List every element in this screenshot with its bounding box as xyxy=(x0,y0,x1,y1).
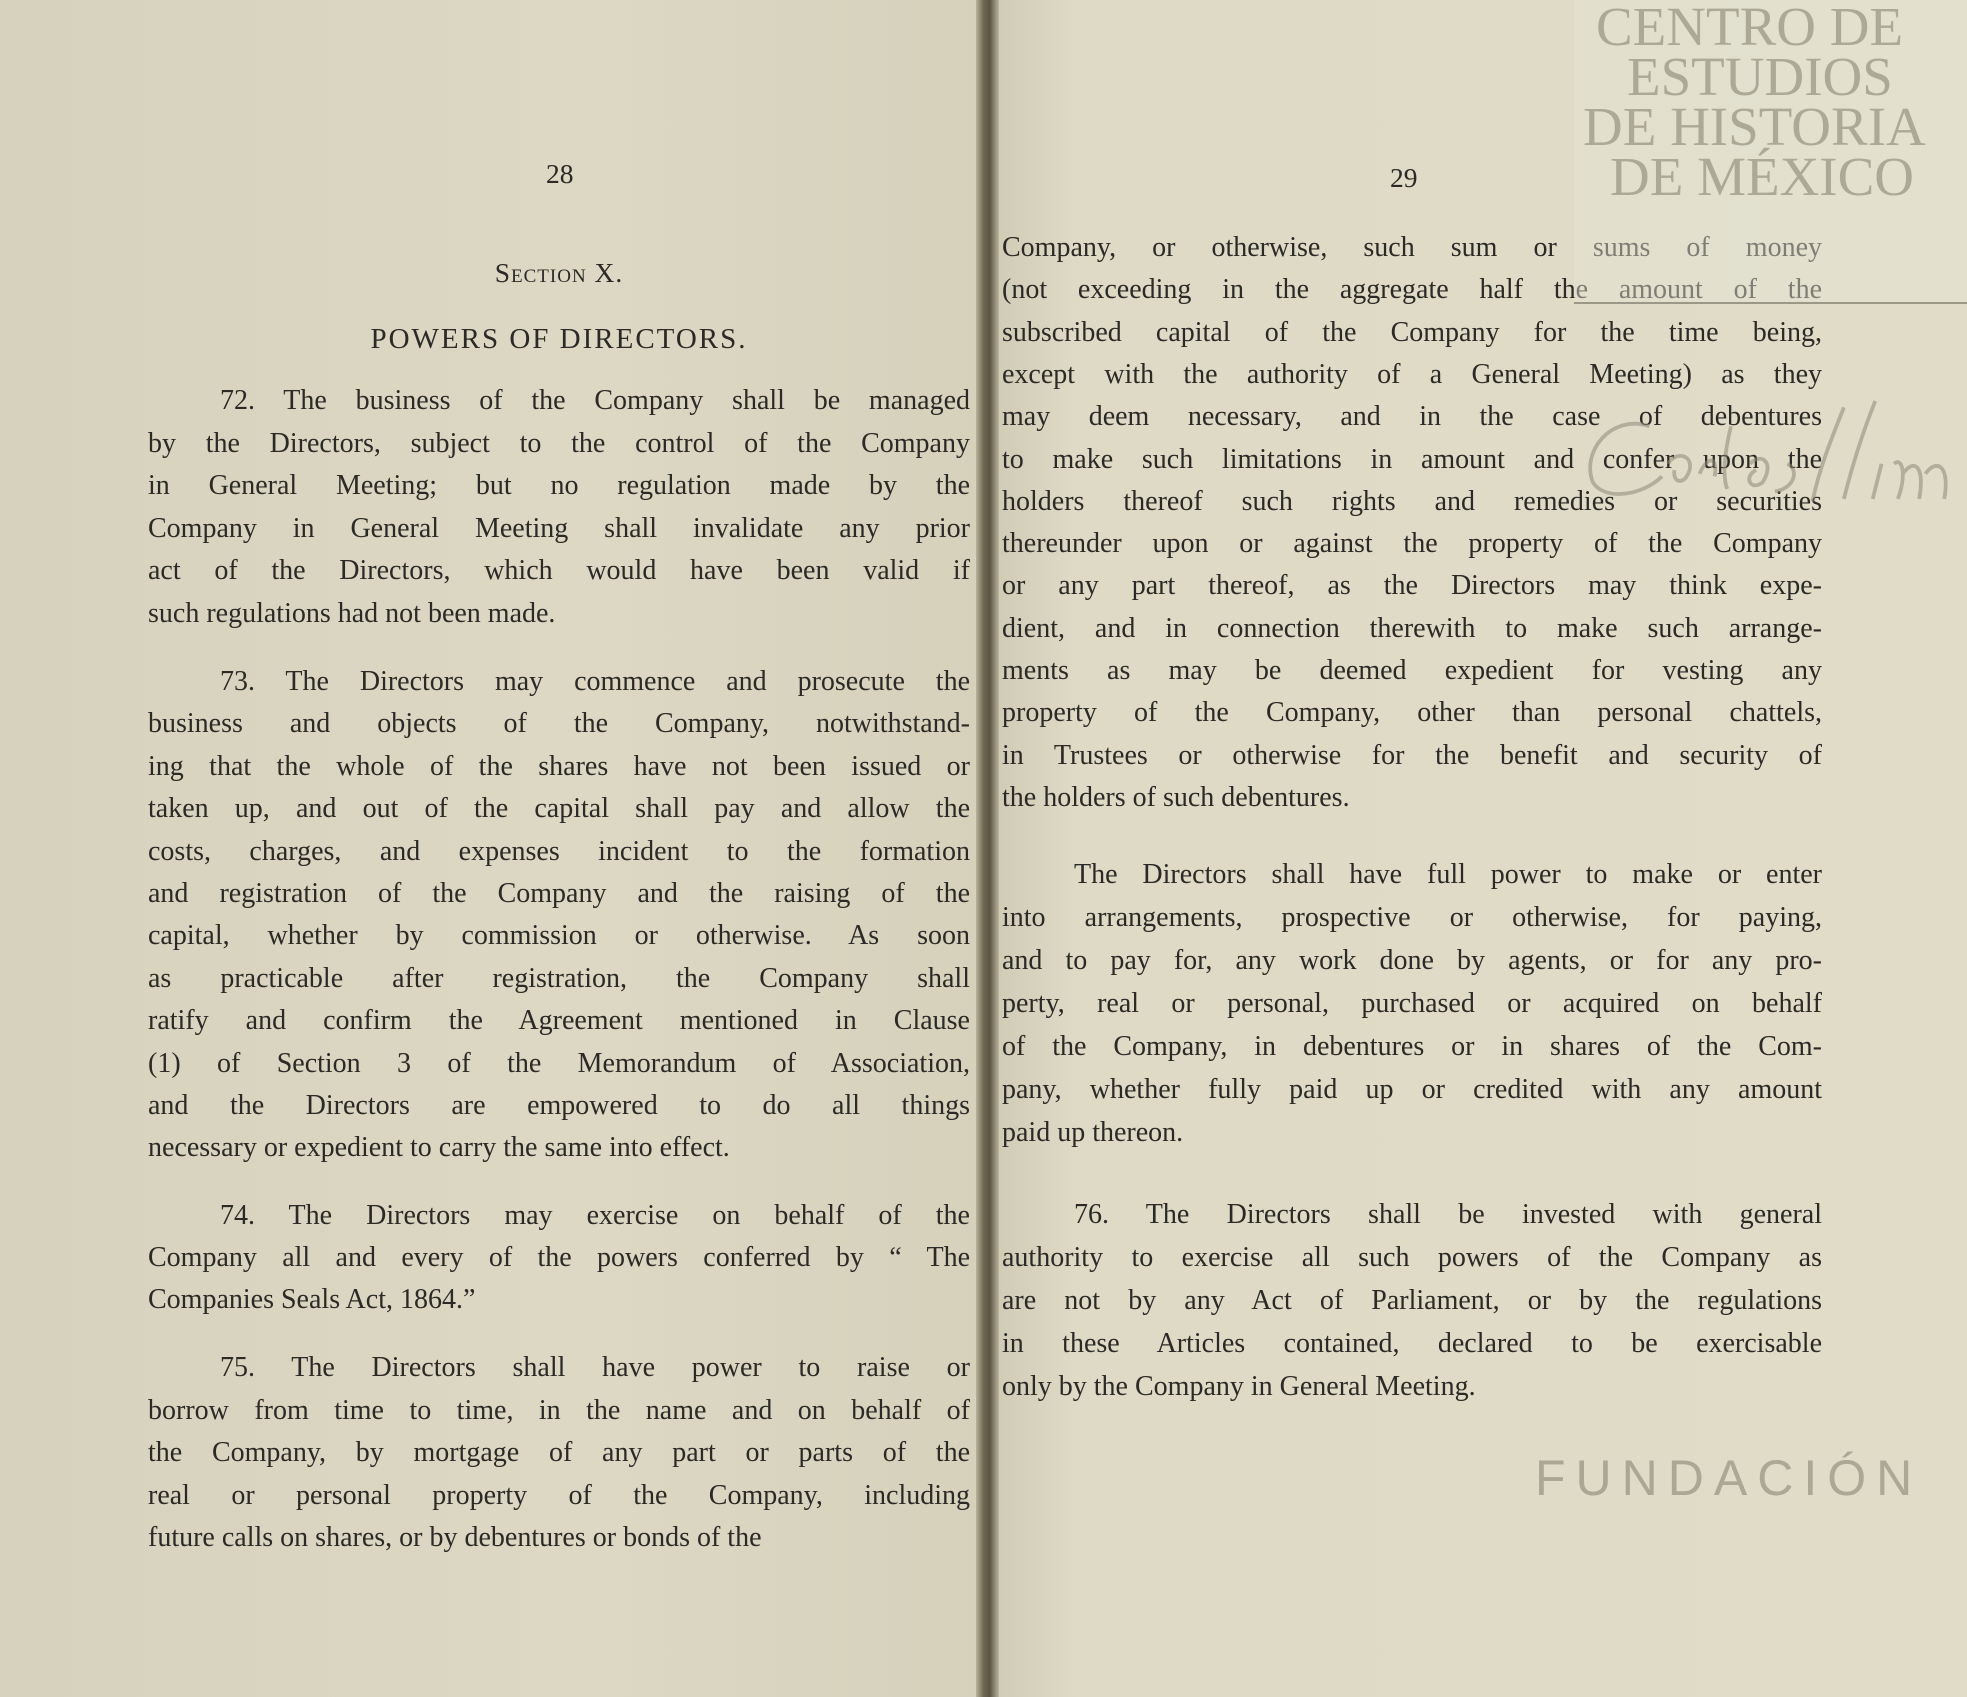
book-gutter xyxy=(976,0,1001,1697)
text-line: Company, or otherwise, such sum or sums of money xyxy=(1002,232,1822,263)
text-line: perty, real or personal, purchased or acquired on behalf xyxy=(1002,988,1822,1019)
text-line: 72. The business of the Company shall be managed xyxy=(220,385,970,416)
text-line: in Trustees or otherwise for the benefit and security of xyxy=(1002,739,1822,771)
text-line: business and objects of the Company, notwithstand- xyxy=(148,708,970,740)
text-line: are not by any Act of Parliament, or by the regulations xyxy=(1002,1284,1822,1316)
watermark-line: DE HISTORIA xyxy=(1583,96,1926,157)
text-line: such regulations had not been made. xyxy=(148,598,556,629)
text-line: in these Articles contained, declared to be exercisable xyxy=(1002,1327,1822,1359)
text-line: (not exceeding in the aggregate half the amount of the xyxy=(1002,274,1822,306)
text-line: taken up, and out of the capital shall pay and allow the xyxy=(148,793,970,825)
text-line: except with the authority of a General Meeting) as they xyxy=(1002,358,1822,390)
text-line: necessary or expedient to carry the same into effect. xyxy=(148,1132,730,1164)
text-line: into arrangements, prospective or otherwise, for paying, xyxy=(1002,902,1822,933)
text-line: paid up thereon. xyxy=(1002,1117,1184,1148)
text-line: Company in General Meeting shall invalidate any prior xyxy=(148,512,970,544)
page-number: 29 xyxy=(1390,162,1418,193)
text-line: ments as may be deemed expedient for vesting any xyxy=(1002,655,1822,686)
text-line: authority to exercise all such powers of the Company as xyxy=(1002,1241,1822,1273)
text-line: or any part thereof, as the Directors may think expe- xyxy=(1002,570,1822,602)
text-line: borrow from time to time, in the name and on behalf of xyxy=(148,1394,970,1426)
text-line: Company all and every of the powers conferred by “ The xyxy=(148,1242,970,1273)
text-line: 73. The Directors may commence and prosecute the xyxy=(220,666,970,697)
text-line: capital, whether by commission or otherwise. As soon xyxy=(148,920,970,952)
section-title: POWERS OF DIRECTORS. xyxy=(370,323,748,355)
text-line: as practicable after registration, the Company shall xyxy=(148,962,970,994)
text-line: dient, and in connection therewith to make such arrange- xyxy=(1002,612,1822,644)
text-line: Companies Seals Act, 1864.” xyxy=(148,1284,476,1315)
text-line: of the Company, in debentures or in shares of the Com- xyxy=(1002,1031,1822,1062)
text-line: act of the Directors, which would have been valid if xyxy=(148,555,970,587)
text-line: the holders of such debentures. xyxy=(1002,781,1350,813)
text-line: to make such limitations in amount and confer upon the xyxy=(1002,443,1822,475)
text-line: (1) of Section 3 of the Memorandum of Association, xyxy=(148,1047,970,1079)
text-line: 75. The Directors shall have power to raise or xyxy=(220,1352,970,1383)
text-line: only by the Company in General Meeting. xyxy=(1002,1370,1476,1402)
text-line: may deem necessary, and in the case of debentures xyxy=(1002,401,1822,433)
text-line: future calls on shares, or by debentures or bonds of the xyxy=(148,1522,762,1554)
text-line: and to pay for, any work done by agents, or for any pro- xyxy=(1002,945,1822,976)
text-line: costs, charges, and expenses incident to the formation xyxy=(148,835,970,867)
text-line: The Directors shall have full power to make or enter xyxy=(1074,859,1822,890)
text-line: in General Meeting; but no regulation made by the xyxy=(148,470,970,502)
text-line: subscribed capital of the Company for the time being, xyxy=(1002,316,1822,348)
watermark-line: CENTRO DE xyxy=(1596,0,1904,57)
text-line: real or personal property of the Company, including xyxy=(148,1479,970,1511)
text-line: 74. The Directors may exercise on behalf of the xyxy=(220,1200,970,1231)
page-number: 28 xyxy=(546,158,574,189)
signature-watermark xyxy=(1574,376,1967,514)
section-heading: Section X. xyxy=(494,257,624,288)
text-line: and registration of the Company and the raising of the xyxy=(148,878,970,909)
text-line: the Company, by mortgage of any part or parts of the xyxy=(148,1437,970,1469)
watermark-foundation: FUNDACIÓN xyxy=(1535,1450,1923,1506)
text-line: by the Directors, subject to the control of the Company xyxy=(148,427,970,459)
text-line: ratify and confirm the Agreement mentioned in Clause xyxy=(148,1005,970,1037)
watermark-line: ESTUDIOS xyxy=(1627,46,1893,107)
text-line: pany, whether fully paid up or credited with any amount xyxy=(1002,1074,1822,1105)
text-line: and the Directors are empowered to do all things xyxy=(148,1090,970,1121)
text-line: ing that the whole of the shares have not been issued or xyxy=(148,750,970,782)
left-page xyxy=(0,0,981,1697)
watermark-line: DE MÉXICO xyxy=(1610,146,1915,207)
text-line: thereunder upon or against the property of the Company xyxy=(1002,528,1822,560)
text-line: 76. The Directors shall be invested with general xyxy=(1074,1199,1822,1230)
text-line: holders thereof such rights and remedies or securities xyxy=(1002,485,1822,517)
text-line: property of the Company, other than personal chattels, xyxy=(1002,697,1822,729)
